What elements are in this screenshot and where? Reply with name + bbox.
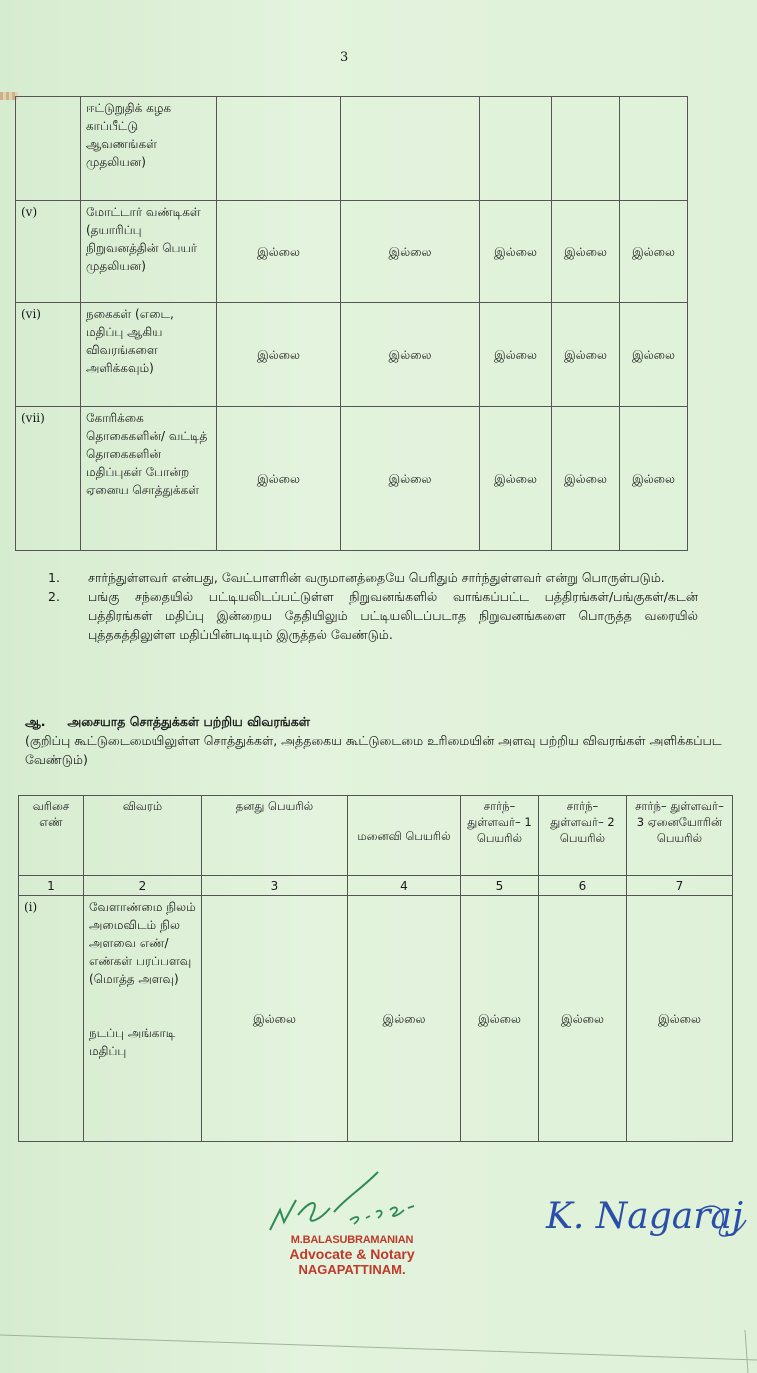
footnote xyxy=(48,587,698,644)
row-description: கோரிக்கை தொகைகளின்/ வட்டித் தொகைகளின் மதிப்புகள் போன்ற ஏனைய சொத்துக்கள் xyxy=(81,407,217,551)
column-header: சார்ந்– துள்ளவர்–3 ஏனையோரின் பெயரில் xyxy=(627,796,733,876)
section-label: ஆ. xyxy=(25,714,46,729)
table-row xyxy=(16,303,688,407)
cell: இல்லை xyxy=(620,303,688,407)
cell: இல்லை xyxy=(480,303,552,407)
cell: இல்லை xyxy=(480,201,552,303)
cell xyxy=(620,97,688,201)
cell: இல்லை xyxy=(341,303,480,407)
row-description: நகைகள் (எடை, மதிப்பு ஆகிய விவரங்களை அளிக்கவும்) xyxy=(81,303,217,407)
column-header: சார்ந்– துள்ளவர்– 2 பெயரில் xyxy=(539,796,627,876)
column-header: வரிசை எண் xyxy=(19,796,84,876)
footnote-number: 2. xyxy=(48,589,60,604)
cell: இல்லை xyxy=(552,407,620,551)
row-number: (vii) xyxy=(16,407,81,551)
footnote-text: பங்கு சந்தையில் பட்டியலிடப்பட்டுள்ள நிறுவனங்களில் வாங்கப்பட்ட பத்திரங்கள்/பங்குகள்/கடன் பத்திரங்கள் மதிப்பு இன்றைய தேதியிலும் பட்டியலிடப்படாத நிறுவனங்களை பொருத்த வரையில் புத்தகத்திலுள்ள மதிப்பின்படியும் இருத்தல் வேண்டும். xyxy=(88,589,698,642)
footnote-text: சார்ந்துள்ளவர் என்பது, வேட்பாளரின் வருமானத்தையே பெரிதும் சார்ந்துள்ளவர் என்று பொருள்படும். xyxy=(88,570,665,585)
footnote xyxy=(48,568,698,587)
table-row xyxy=(16,407,688,551)
column-number: 1 xyxy=(19,876,84,896)
stamp-name: M.BALASUBRAMANIAN xyxy=(290,1234,414,1246)
column-number: 7 xyxy=(627,876,733,896)
cell: இல்லை xyxy=(620,407,688,551)
column-number-row xyxy=(19,876,733,896)
row-description-value: நடப்பு அங்காடி மதிப்பு xyxy=(89,1026,176,1058)
cell: இல்லை xyxy=(620,201,688,303)
signature-text: K. Nagaraj xyxy=(546,1196,744,1237)
column-header: விவரம் xyxy=(84,796,202,876)
stamp-title: Advocate & Notary xyxy=(289,1246,415,1262)
page-number: 3 xyxy=(340,50,349,65)
immovable-assets-table xyxy=(18,795,733,1142)
row-number xyxy=(16,97,81,201)
row-number: (v) xyxy=(16,201,81,303)
cell: இல்லை xyxy=(341,201,480,303)
cell: இல்லை xyxy=(217,303,341,407)
candidate-signature xyxy=(540,1180,757,1260)
section-heading xyxy=(25,712,725,769)
cell: இல்லை xyxy=(348,896,461,1142)
column-number: 2 xyxy=(84,876,202,896)
row-description-main: வேளாண்மை நிலம் அமைவிடம் நில அளவை எண்/எண்கள் பரப்பளவு (மொத்த அளவு) xyxy=(89,900,196,986)
section-note: (குறிப்பு கூட்டுடைமையிலுள்ள சொத்துக்கள், அத்தகைய கூட்டுடைமை உரிமையின் அளவு பற்றிய விவரங்கள் அளிக்கப்பட வேண்டும்) xyxy=(25,733,722,767)
row-number: (vi) xyxy=(16,303,81,407)
header-row xyxy=(19,796,733,876)
cell: இல்லை xyxy=(341,407,480,551)
cell: இல்லை xyxy=(217,201,341,303)
page-edge-lines xyxy=(0,1330,757,1373)
column-header: மனைவி பெயரில் xyxy=(348,796,461,876)
cell: இல்லை xyxy=(552,201,620,303)
table-row xyxy=(16,201,688,303)
movable-assets-table xyxy=(15,96,688,551)
cell xyxy=(480,97,552,201)
row-description: மோட்டார் வண்டிகள் (தயாரிப்பு நிறுவனத்தின் பெயர் முதலியன) xyxy=(81,201,217,303)
table-row xyxy=(19,896,733,1142)
section-title xyxy=(25,712,725,731)
row-number: (i) xyxy=(19,896,84,1142)
cell: இல்லை xyxy=(461,896,539,1142)
column-header: தனது பெயரில் xyxy=(202,796,348,876)
footnotes xyxy=(48,568,698,644)
notary-stamp xyxy=(252,1234,452,1277)
stamp-place: NAGAPATTINAM. xyxy=(298,1262,406,1277)
row-description xyxy=(84,896,202,1142)
column-number: 5 xyxy=(461,876,539,896)
footnote-number: 1. xyxy=(48,570,60,585)
cell xyxy=(217,97,341,201)
cell: இல்லை xyxy=(217,407,341,551)
cell: இல்லை xyxy=(202,896,348,1142)
column-number: 6 xyxy=(539,876,627,896)
cell: இல்லை xyxy=(539,896,627,1142)
cell xyxy=(552,97,620,201)
column-number: 4 xyxy=(348,876,461,896)
table-row xyxy=(16,97,688,201)
cell: இல்லை xyxy=(552,303,620,407)
row-description: ஈட்டுறுதிக் கழக காப்பீட்டு ஆவணங்கள் முதலியன) xyxy=(81,97,217,201)
column-header: சார்ந்– துள்ளவர்– 1 பெயரில் xyxy=(461,796,539,876)
column-number: 3 xyxy=(202,876,348,896)
cell: இல்லை xyxy=(480,407,552,551)
cell: இல்லை xyxy=(627,896,733,1142)
cell xyxy=(341,97,480,201)
section-title-text: அசையாத சொத்துக்கள் பற்றிய விவரங்கள் xyxy=(67,714,310,729)
